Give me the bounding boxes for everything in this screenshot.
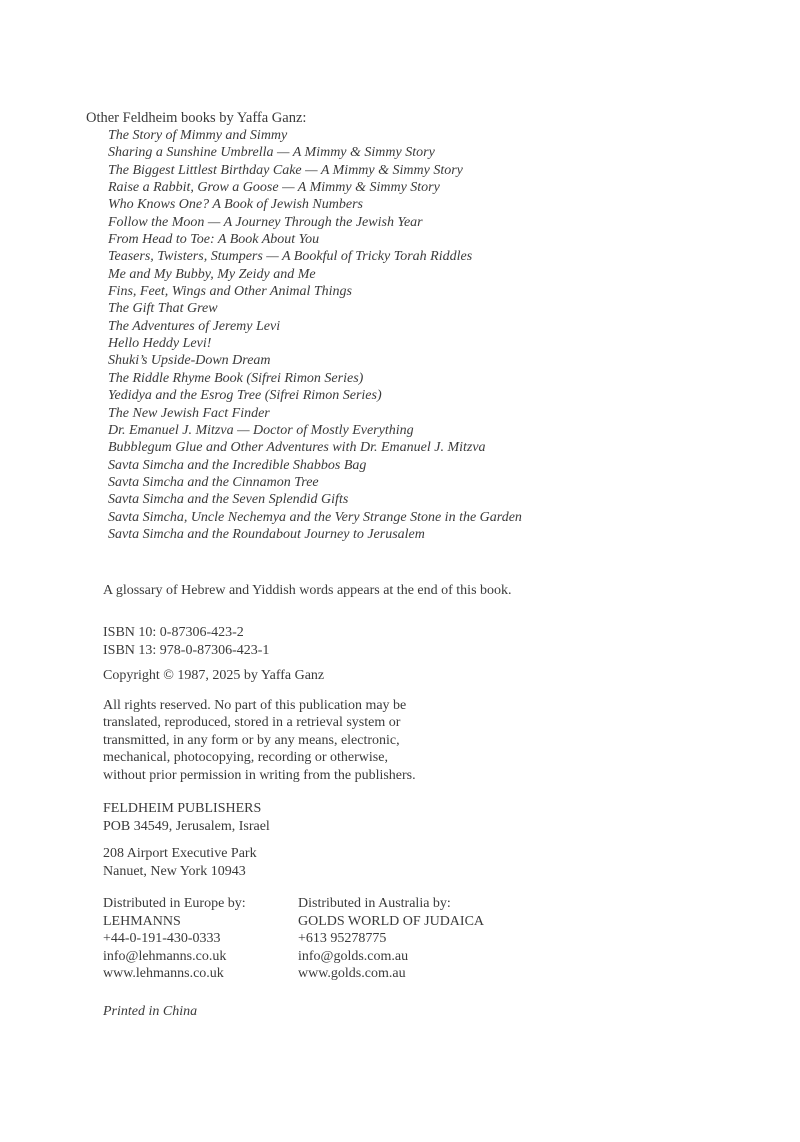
book-title: Me and My Bubby, My Zeidy and Me — [108, 266, 316, 282]
book-title: Savta Simcha and the Incredible Shabbos Bag — [108, 457, 367, 473]
distributor-australia — [298, 895, 484, 983]
distributor-europe-email: info@lehmanns.co.uk — [103, 948, 227, 964]
book-title: From Head to Toe: A Book About You — [108, 232, 320, 248]
book-title: Shuki’s Upside-Down Dream — [108, 353, 271, 369]
book-title: Hello Heddy Levi! — [108, 336, 212, 352]
book-title: Follow the Moon — A Journey Through the Jewish Year — [108, 214, 423, 230]
other-books-heading: Other Feldheim books by Yaffa Ganz: — [86, 110, 307, 126]
book-title: Bubblegum Glue and Other Adventures with Dr. Emanuel J. Mitzva — [108, 440, 486, 456]
isbn-10: ISBN 10: 0-87306-423-2 — [103, 625, 244, 640]
rights-line: without prior permission in writing from the publishers. — [103, 767, 416, 783]
us-address-line1: 208 Airport Executive Park — [103, 846, 257, 861]
distributor-europe-name: LEHMANNS — [103, 913, 181, 929]
distributor-europe-phone: +44-0-191-430-0333 — [103, 931, 221, 947]
book-title: Yedidya and the Esrog Tree (Sifrei Rimon Series) — [108, 388, 382, 404]
book-title: The Gift That Grew — [108, 301, 218, 317]
book-title: Savta Simcha and the Cinnamon Tree — [108, 474, 319, 490]
publisher-name: FELDHEIM PUBLISHERS — [103, 801, 262, 816]
distributor-australia-title: Distributed in Australia by: — [298, 896, 451, 911]
book-title: Who Knows One? A Book of Jewish Numbers — [108, 197, 363, 213]
book-title: Sharing a Sunshine Umbrella — A Mimmy & Simmy Story — [108, 145, 435, 161]
book-title: The Biggest Littlest Birthday Cake — A Mimmy & Simmy Story — [108, 162, 463, 178]
printed-in-note: Printed in China — [103, 1004, 198, 1019]
rights-line: All rights reserved. No part of this publication may be — [103, 698, 407, 713]
publisher-block — [103, 800, 270, 835]
book-title: Teasers, Twisters, Stumpers — A Bookful of Tricky Torah Riddles — [108, 249, 473, 265]
book-title: The New Jewish Fact Finder — [108, 405, 270, 421]
us-address-line2: Nanuet, New York 10943 — [103, 863, 246, 879]
rights-line: translated, reproduced, stored in a retrieval system or — [103, 715, 401, 731]
distributor-europe-web: www.lehmanns.co.uk — [103, 966, 224, 982]
us-address-block — [103, 845, 257, 880]
book-title: Raise a Rabbit, Grow a Goose — A Mimmy & Simmy Story — [108, 180, 440, 196]
isbn-block — [103, 624, 269, 660]
distributor-australia-email: info@golds.com.au — [298, 948, 409, 964]
publisher-address: POB 34549, Jerusalem, Israel — [103, 818, 270, 834]
rights-line: transmitted, in any form or by any means, electronic, — [103, 732, 400, 748]
glossary-note: A glossary of Hebrew and Yiddish words appears at the end of this book. — [103, 583, 512, 598]
book-title: Savta Simcha and the Seven Splendid Gifts — [108, 492, 349, 508]
distributor-australia-name: GOLDS WORLD OF JUDAICA — [298, 913, 485, 929]
book-title: The Riddle Rhyme Book (Sifrei Rimon Series) — [108, 370, 364, 386]
book-title: Fins, Feet, Wings and Other Animal Things — [108, 284, 352, 300]
isbn-13: ISBN 13: 978-0-87306-423-1 — [103, 643, 270, 658]
book-title-list — [108, 127, 522, 543]
distributor-australia-web: www.golds.com.au — [298, 966, 406, 982]
distributor-australia-phone: +613 95278775 — [298, 931, 387, 947]
distributor-europe-title: Distributed in Europe by: — [103, 896, 246, 911]
copyright-line: Copyright © 1987, 2025 by Yaffa Ganz — [103, 668, 325, 683]
book-title: The Story of Mimmy and Simmy — [108, 128, 288, 143]
rights-line: mechanical, photocopying, recording or otherwise, — [103, 750, 388, 766]
book-title: The Adventures of Jeremy Levi — [108, 318, 281, 334]
book-title: Dr. Emanuel J. Mitzva — Doctor of Mostly Everything — [108, 422, 414, 438]
book-title: Savta Simcha and the Roundabout Journey to Jerusalem — [108, 526, 425, 542]
rights-paragraph — [103, 697, 416, 784]
book-title: Savta Simcha, Uncle Nechemya and the Very Strange Stone in the Garden — [108, 509, 522, 525]
distributor-europe — [103, 895, 246, 983]
